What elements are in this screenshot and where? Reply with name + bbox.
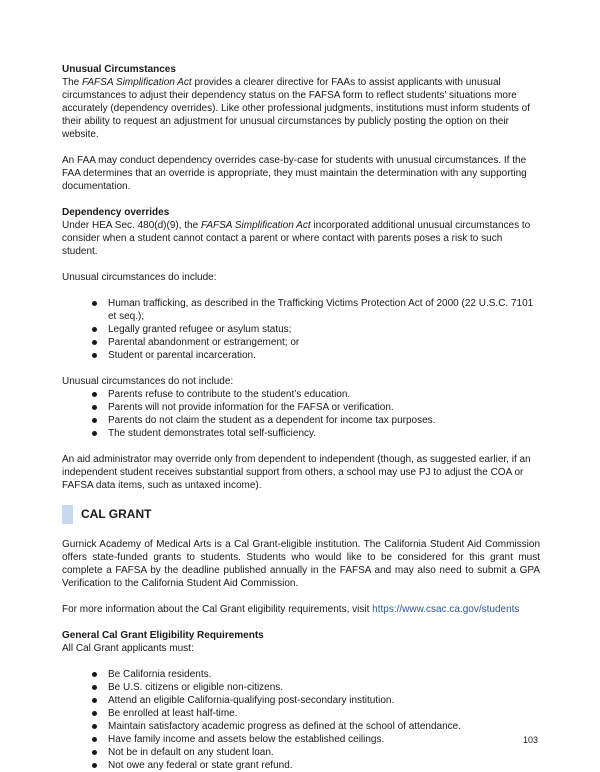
act-name: FAFSA Simplification Act [200,220,311,231]
section-title-unusual-circumstances: Unusual Circumstances [62,64,176,75]
document-page [62,63,540,772]
list-item: Maintain satisfactory academic progress as defined at the school of attendance. [62,720,540,733]
list-item: Human trafficking, as described in the Trafficking Victims Protection Act of 2000 (22 U.S.C. 7101 et seq.); [62,297,540,323]
list-item: Attend an eligible California-qualifying post-secondary institution. [62,694,540,707]
list-item: Legally granted refugee or asylum status; [62,323,540,336]
text: For more information about the Cal Grant eligibility requirements, visit [62,604,373,615]
exclude-intro: Unusual circumstances do not include: [62,376,234,387]
list-item: Have family income and assets below the established ceilings. [62,733,540,746]
list-item: Student or parental incarceration. [62,349,540,362]
paragraph [62,76,540,141]
list-item: The student demonstrates total self-sufficiency. [62,427,540,440]
section-title-dependency-overrides: Dependency overrides [62,207,170,218]
list-item: Parents will not provide information for the FAFSA or verification. [62,401,540,414]
page-number: 103 [523,735,539,745]
act-name: FAFSA Simplification Act [82,77,192,88]
paragraph: Gurnick Academy of Medical Arts is a Cal Grant-eligible institution. The California Student Aid Commission offers state-funded grants to students. Students who would like to be considered for this grant must complete a FAFSA by the deadline published annually in the FAFSA and may also need to submit a GPA Verification to the California Student Aid Commission. [62,539,540,589]
text: provides a clearer directive for FAAs to assist applicants with unusual circumstances to adjust their dependency status on the FAFSA form to reflect students’ situations more accurately (dependency overrides). Like other professional judgments, institutions must inform students of their ability to request an adjustment for unusual circumstances by publicly posting the option on their website. [62,77,531,140]
exclude-list [62,388,540,440]
text: incorporated additional unusual circumstances to consider when a student cannot contact a parent or where contact with parents poses a risk to such student. [62,220,531,257]
list-item: Be enrolled at least half-time. [62,707,540,720]
csac-link[interactable]: https://www.csac.ca.gov/students [372,604,520,615]
cal-grant-heading [62,505,540,524]
paragraph: An aid administrator may override only from dependent to independent (though, as suggested earlier, if an independent student receives substantial support from others, a school may use PJ to adjust the COA or FAFSA data items, such as untaxed income). [62,454,531,491]
requirements-intro: All Cal Grant applicants must: [62,643,194,654]
list-item: Not owe any federal or state grant refund. [62,759,540,772]
list-item: Not be in default on any student loan. [62,746,540,759]
section-title-eligibility: General Cal Grant Eligibility Requirements [62,630,264,641]
include-list [62,297,540,362]
paragraph: An FAA may conduct dependency overrides case-by-case for students with unusual circumstances. If the FAA determines that an override is appropriate, they must maintain the determination with any supporting documentation. [62,155,527,192]
paragraph [62,603,540,616]
include-intro: Unusual circumstances do include: [62,272,217,283]
requirements-list [62,668,540,772]
list-item: Be U.S. citizens or eligible non-citizens. [62,681,540,694]
list-item: Parents refuse to contribute to the student’s education. [62,388,540,401]
paragraph [62,219,540,258]
list-item: Be California residents. [62,668,540,681]
text: The [62,77,83,88]
list-item: Parental abandonment or estrangement; or [62,336,540,349]
heading-text: CAL GRANT [81,507,152,521]
list-item: Parents do not claim the student as a dependent for income tax purposes. [62,414,540,427]
text: Under HEA Sec. 480(d)(9), the [62,220,201,231]
heading-accent-bar [62,505,73,524]
